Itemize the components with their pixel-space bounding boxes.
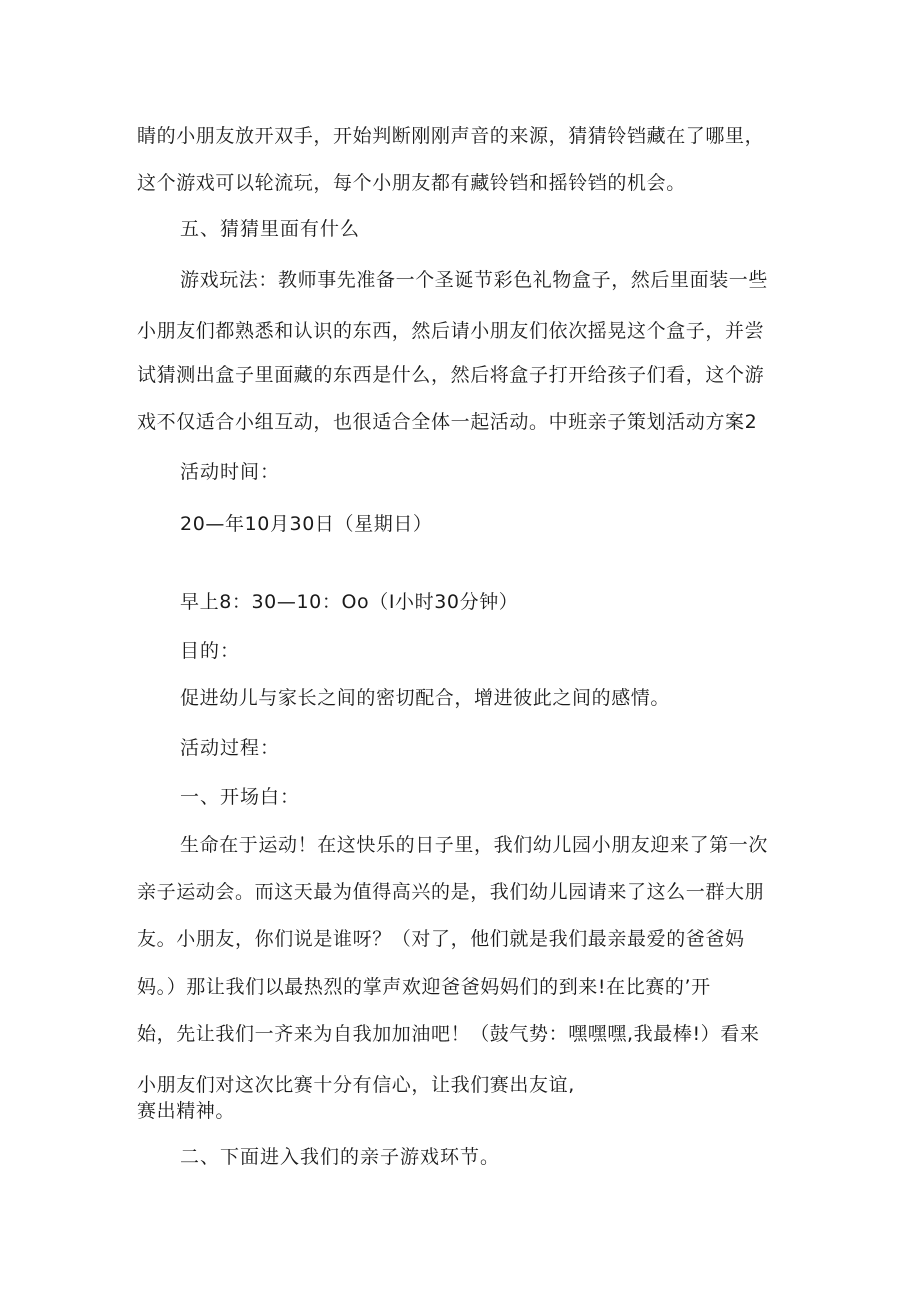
section-heading: 一、开场白： (180, 786, 301, 808)
activity-date: 20—年10月30日（星期日） (180, 513, 433, 535)
purpose-text: 促进幼儿与家长之间的密切配合，增进彼此之间的感情。 (180, 687, 671, 709)
body-text-line: 这个游戏可以轮流玩，每个小朋友都有藏铃铛和摇铃铛的机会。 (137, 172, 686, 194)
body-text-line: 赛出精神。 (137, 1100, 236, 1122)
body-text-line: 睛的小朋友放开双手，开始判断刚刚声音的来源，猜猜铃铛藏在了哪里， (137, 125, 765, 147)
activity-hours: 早上8：30—10：Oo（I小时30分钟） (180, 591, 519, 613)
body-text-line: 戏不仅适合小组互动，也很适合全体一起活动。中班亲子策划活动方案2 (137, 411, 758, 433)
body-text-line: 妈。）那让我们以最热烈的掌声欢迎爸爸妈妈们的到来!在比赛的’开 (137, 976, 711, 998)
body-text-line: 小朋友们对这次比赛十分有信心，让我们赛出友谊, (137, 1074, 575, 1096)
body-text-line: 始，先让我们一齐来为自我加加油吧！（鼓气势：嘿嘿嘿,我最棒!）看来 (137, 1023, 760, 1045)
body-text-line: 小朋友们都熟悉和认识的东西，然后请小朋友们依次摇晃这个盒子，并尝 (137, 320, 765, 342)
section-heading: 五、猜猜里面有什么 (180, 218, 361, 240)
body-text-line: 亲子运动会。而这天最为值得高兴的是，我们幼儿园请来了这么一群大朋 (137, 881, 765, 903)
process-label: 活动过程： (180, 737, 281, 759)
body-text-line: 游戏玩法：教师事先准备一个圣诞节彩色礼物盒子，然后里面装一些 (180, 269, 769, 291)
section-heading: 二、下面进入我们的亲子游戏环节。 (180, 1146, 501, 1168)
body-text-line: 友。小朋友，你们说是谁呀？（对了，他们就是我们最亲最爱的爸爸妈 (137, 928, 745, 950)
purpose-label: 目的： (180, 640, 241, 662)
activity-time-label: 活动时间： (180, 461, 281, 483)
body-text-line: 试猜测出盒子里面藏的东西是什么，然后将盒子打开给孩子们看，这个游 (137, 364, 765, 386)
body-text-line: 生命在于运动！在这快乐的日子里，我们幼儿园小朋友迎来了第一次 (180, 834, 769, 856)
